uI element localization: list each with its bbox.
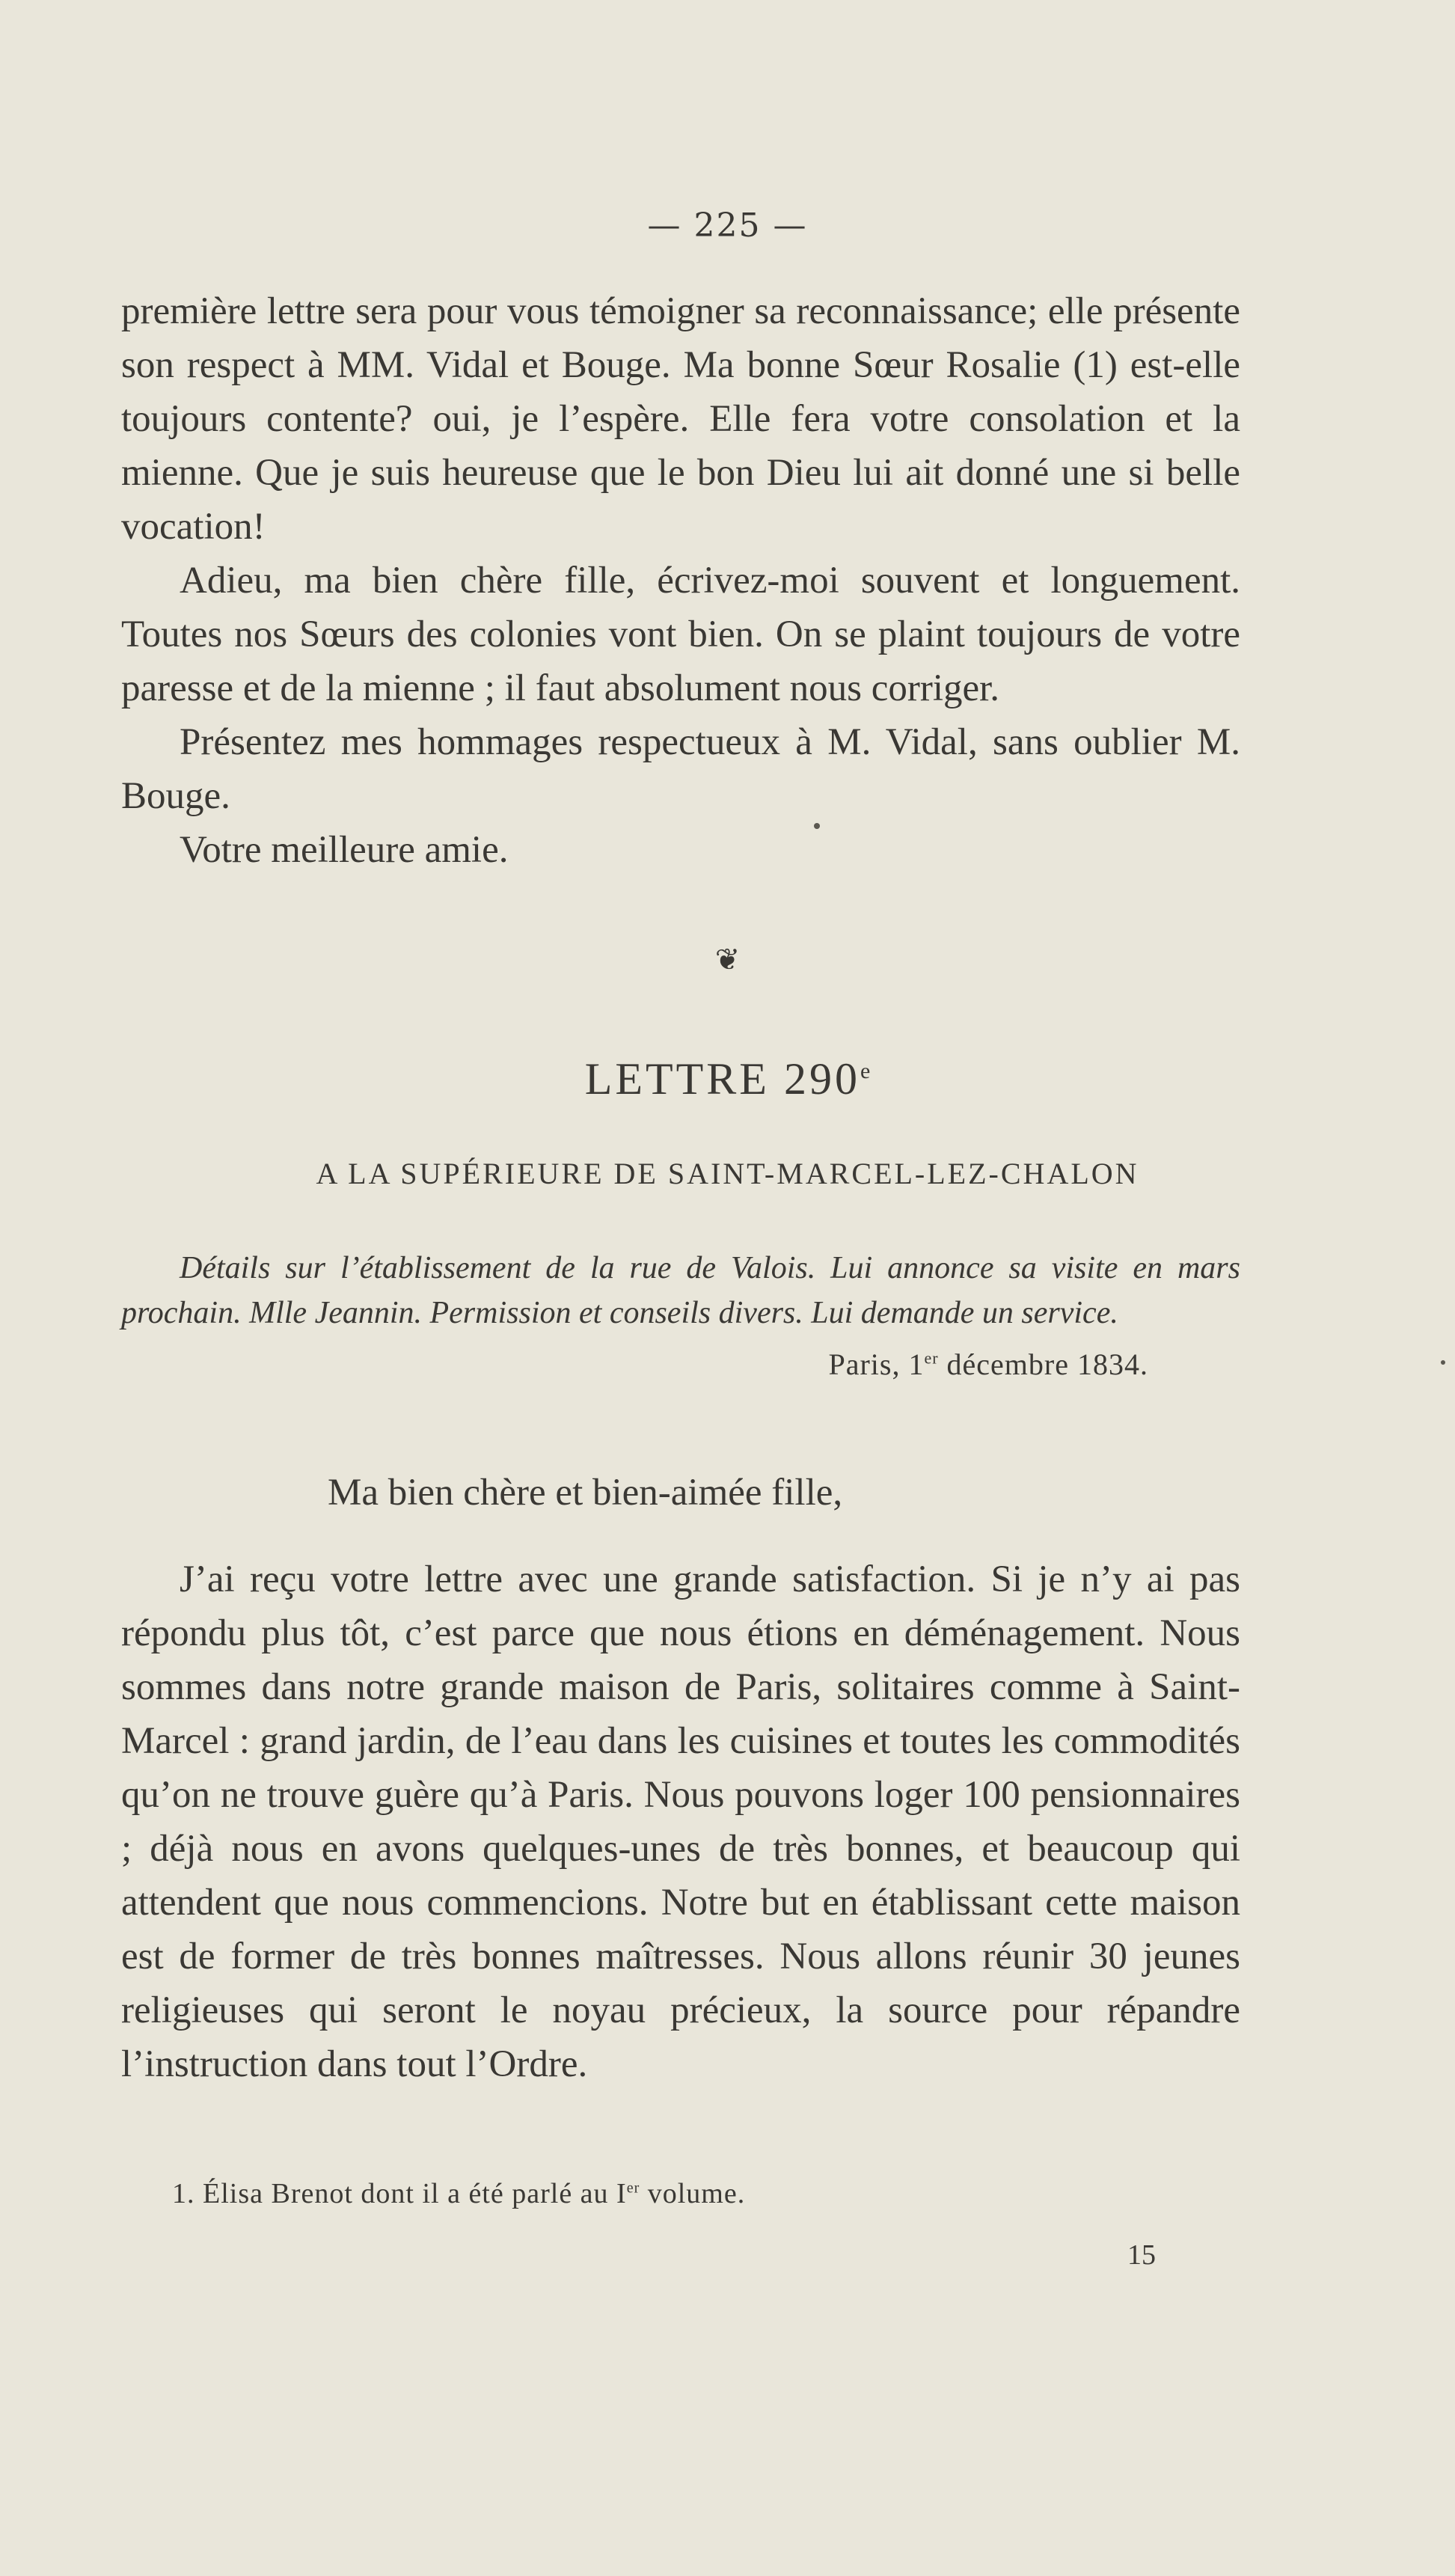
paragraph: Adieu, ma bien chère fille, écrivez-moi souvent et longuement. Toutes nos Sœurs des colonies vont bien. On se plaint toujours de votre paresse et de la mienne ; il faut absolument nous corriger. [121,560,1240,709]
footnote-ordinal: er [626,2179,640,2197]
footnote-rest: volume. [640,2178,746,2209]
letter-addressee: A LA SUPÉRIEURE DE SAINT-MARCEL-LEZ-CHALON [316,1157,1139,1190]
speck [1441,1360,1445,1365]
letter-salutation: Ma bien chère et bien-aimée fille, [328,1472,843,1514]
ornament-divider-icon: ❦ [714,943,741,977]
dateline-place: Paris, 1 [828,1347,925,1381]
letter-title-suffix: e [860,1059,871,1083]
speck [814,823,820,829]
dateline-rest: décembre 1834. [938,1347,1148,1381]
footnote-text: 1. Élisa Brenot dont il a été parlé au I [172,2178,627,2209]
signature-mark: 15 [1127,2239,1156,2271]
paragraph: J’ai reçu votre lettre avec une grande satisfaction. Si je n’y ai pas répondu plus tôt, c’est parce que nous étions en déménagement. Nous sommes dans notre grande maison de Paris, solitaires comme à Saint-Marcel : grand jardin, de l’eau dans les cuisines et toutes les commodités qu’on ne trouve guère qu’à Paris. Nous pouvons loger 100 pensionnaires ; déjà nous en avons quelques-unes de très bonnes, et beaucoup qui attendent que nous commencions. Notre but en établissant cette maison est de former de très bonnes maîtresses. Nous allons réunir 30 jeunes religieuses qui seront le noyau précieux, la source pour répandre l’instruction dans tout l’Ordre. [121,1558,1240,2085]
letter-summary: Détails sur l’établissement de la rue de Valois. Lui annonce sa visite en mars prochain. Mlle Jeannin. Permission et conseils divers. Lui demande un service. [121,1251,1240,1330]
letter-body [121,1552,1240,2091]
closing-line: Votre meilleure amie. [180,829,509,871]
letter-title-text: LETTRE 290 [584,1054,860,1104]
paragraph: première lettre sera pour vous témoigner sa reconnaissance; elle présente son respect à MM. Vidal et Bouge. Ma bonne Sœur Rosalie (1) est-elle toujours contente? oui, je l’espère. Elle fera votre consolation et la mienne. Que je suis heureuse que le bon Dieu lui ait donné une si belle vocation! [121,290,1240,548]
page-number: — 225 — [647,206,808,245]
continued-letter [121,284,1240,877]
letter-title [0,1053,1455,1105]
letter-dateline [828,1347,1148,1382]
dateline-ordinal: er [924,1348,939,1368]
paragraph: Présentez mes hommages respectueux à M. Vidal, sans oublier M. Bouge. [121,721,1240,817]
footnote [172,2177,745,2210]
